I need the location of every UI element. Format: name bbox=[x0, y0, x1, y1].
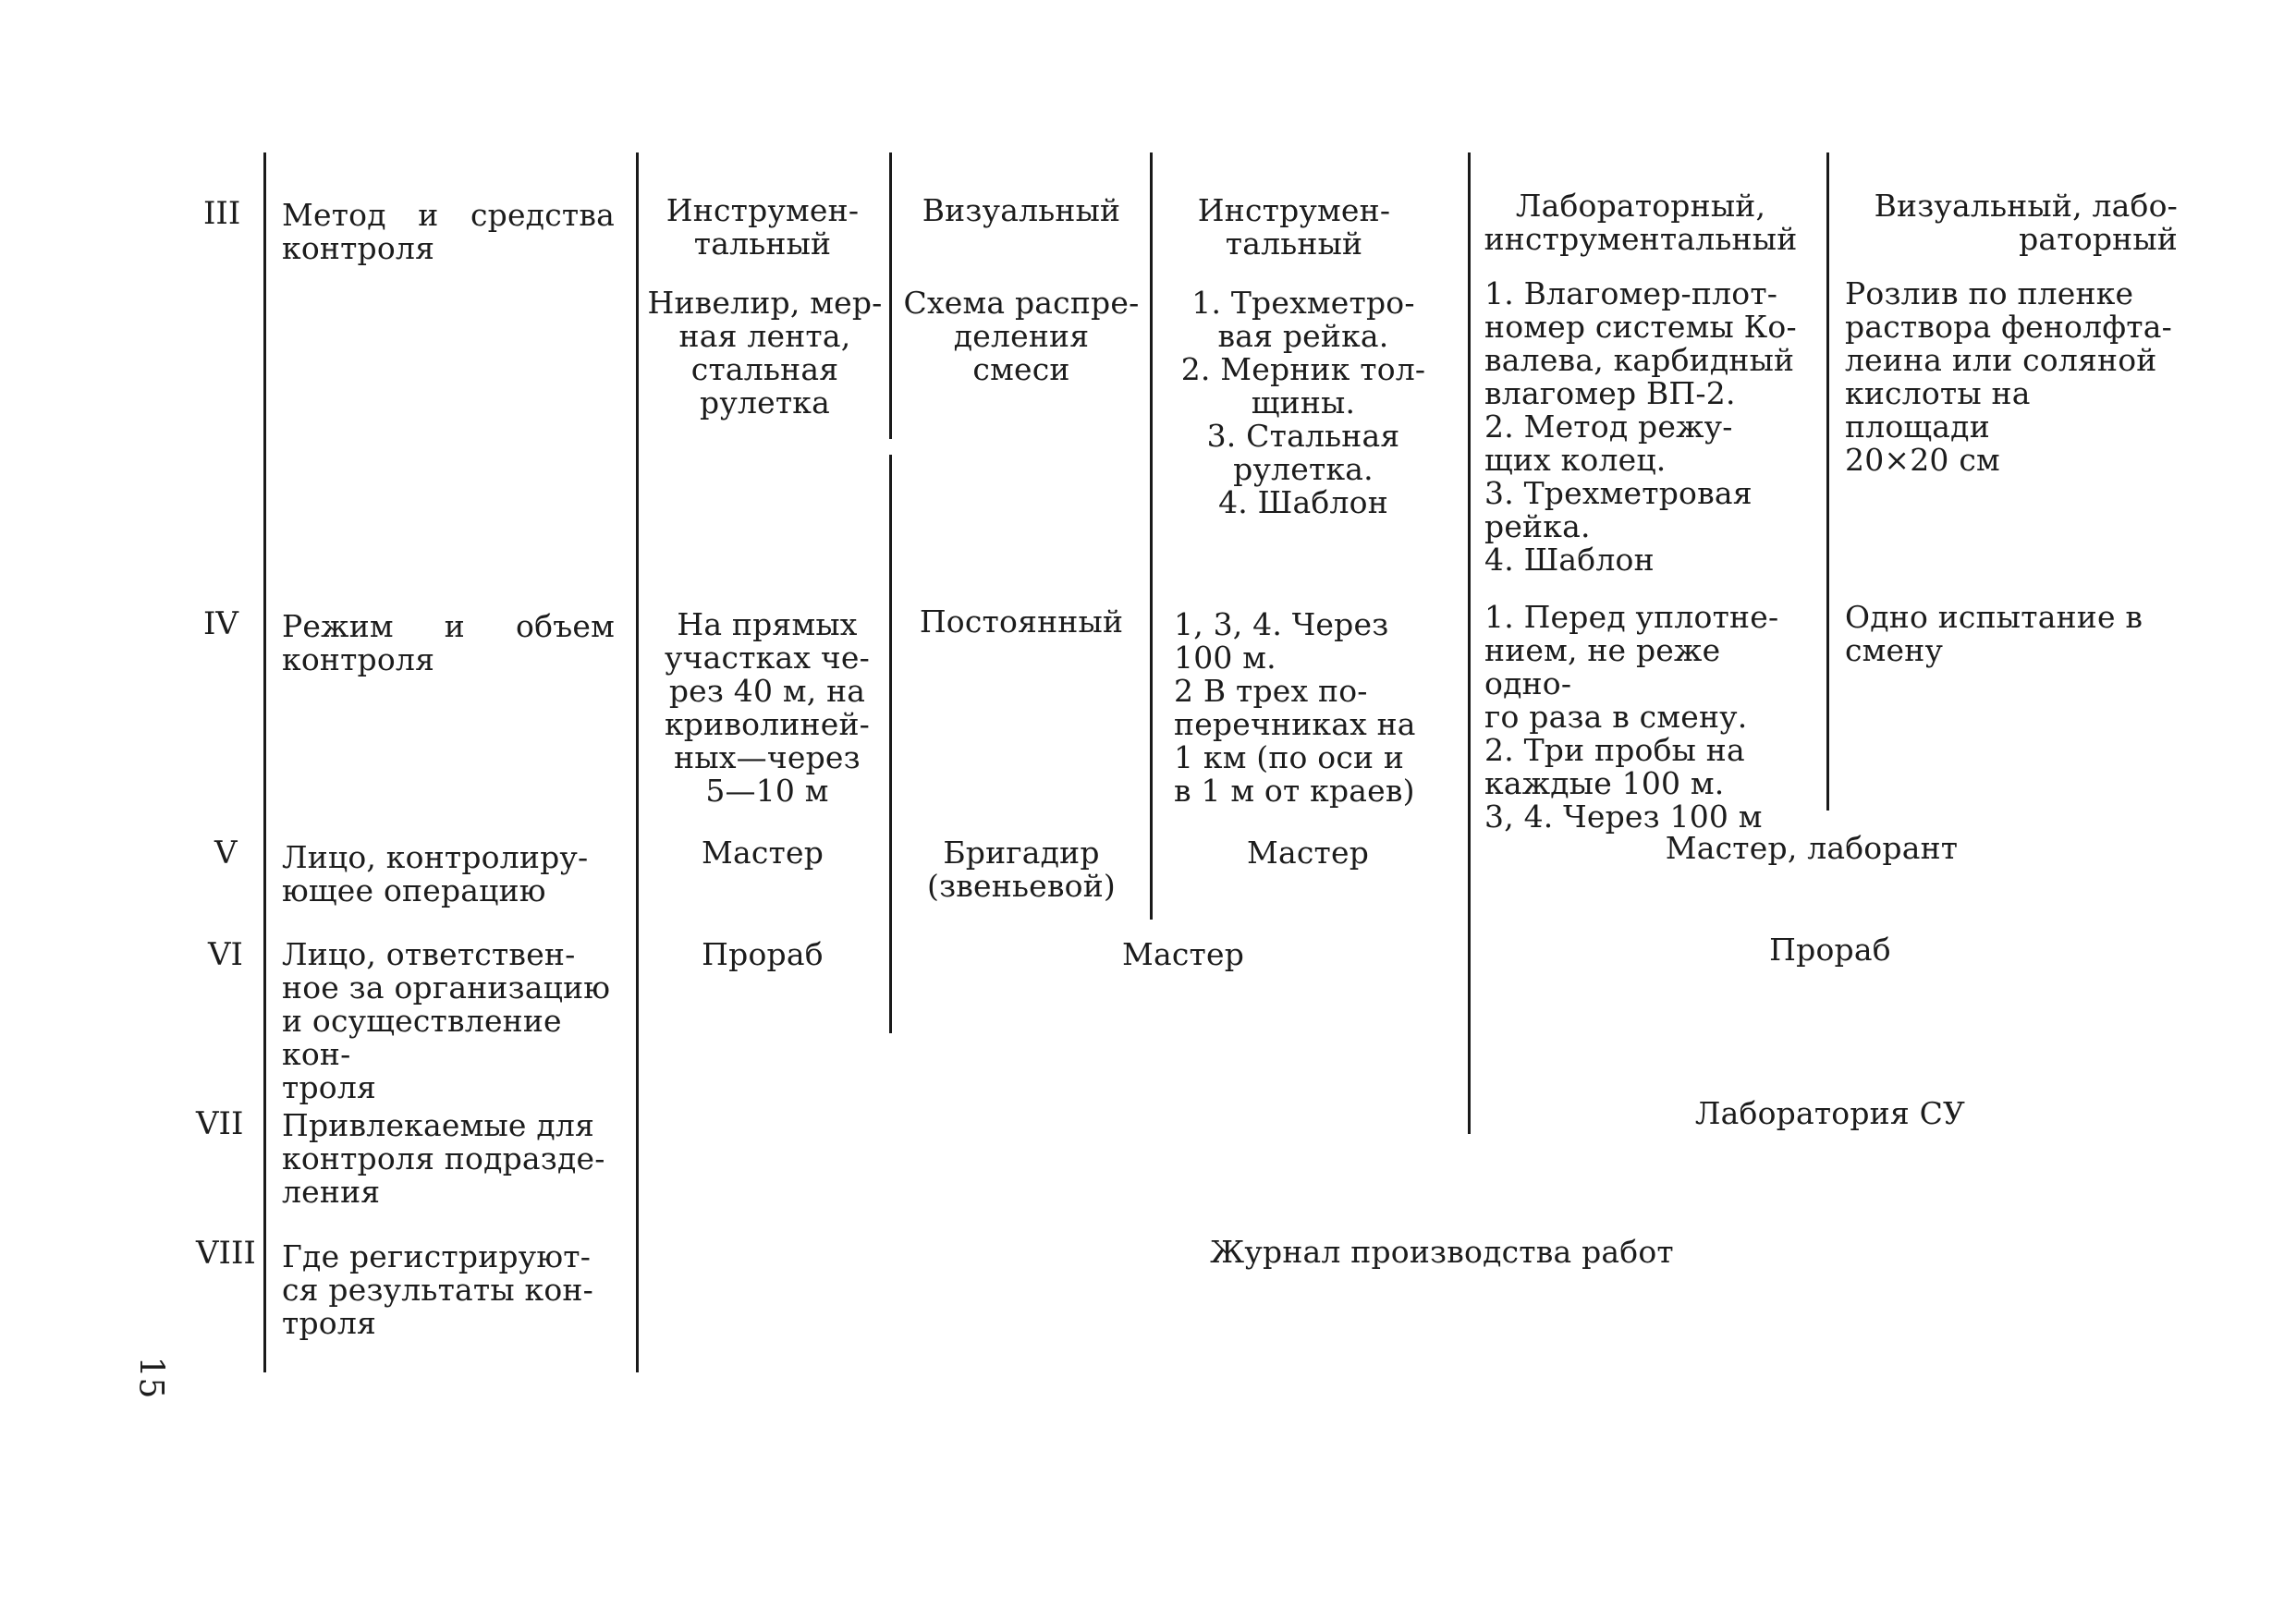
cell-iii-c5-method: Визуальный, лабо- раторный bbox=[1874, 188, 2178, 257]
row-number-iii: III bbox=[203, 195, 241, 232]
column-rule-left bbox=[263, 152, 266, 1372]
row-label-registration: Где регистрируют- ся результаты кон- троля bbox=[282, 1238, 593, 1341]
row-label-responsible: Лицо, ответствен- ное за организацию и осуществление кон- троля bbox=[282, 936, 611, 1105]
row-number-vi: VI bbox=[208, 936, 243, 973]
cell-iii-c3-means: 1. Трехметро- вая рейка. 2. Мерник тол- щины. 3. Стальная рулетка. 4. Шаблон bbox=[1180, 285, 1426, 520]
row-number-v: V bbox=[214, 835, 238, 872]
row-number-vii: VII bbox=[196, 1105, 244, 1142]
cell-v-c1: Мастер bbox=[701, 835, 824, 871]
cell-v-c2: Бригадир (звеньевой) bbox=[927, 835, 1116, 904]
row-number-iv: IV bbox=[203, 605, 238, 642]
page-number: 15 bbox=[131, 1356, 170, 1399]
cell-iii-c5-means: Розлив по пленке раствора фенолфта- леина или соляной кислоты на площади 20×20 см bbox=[1845, 275, 2172, 478]
cell-iii-c1-means: Нивелир, мер- ная лента, стальная рулетка bbox=[647, 285, 883, 421]
cell-iii-c4-means: 1. Влагомер-плот- номер системы Ко- валева, карбидный влагомер ВП-2. 2. Метод режу- щих колец. 3. Трехметровая рейка. 4. Шаблон bbox=[1484, 275, 1797, 578]
cell-viii-all: Журнал производства работ bbox=[1210, 1234, 1674, 1270]
cell-vii-c45: Лаборатория СУ bbox=[1694, 1095, 1966, 1131]
cell-iv-c3: 1, 3, 4. Через 100 м. 2 В трех по- перечниках на 1 км (по оси и в 1 м от краев) bbox=[1174, 606, 1416, 809]
cell-iv-c5: Одно испытание в смену bbox=[1845, 599, 2143, 668]
cell-iii-c2-method: Визуальный bbox=[922, 192, 1121, 228]
cell-iv-c2: Постоянный bbox=[919, 603, 1124, 640]
column-rule-c3 bbox=[1468, 152, 1471, 1134]
column-rule-c1 bbox=[889, 152, 892, 439]
cell-vi-c23: Мастер bbox=[1121, 936, 1245, 972]
row-label-method: Метод и средства контроля bbox=[282, 197, 615, 266]
column-rule-c4 bbox=[1826, 152, 1829, 811]
row-label-mode: Режим и объем контроля bbox=[282, 608, 615, 677]
cell-iii-c2-means: Схема распре- деления смеси bbox=[903, 285, 1140, 387]
cell-v-c45: Мастер, лаборант bbox=[1665, 830, 1959, 866]
cell-v-c3: Мастер bbox=[1246, 835, 1370, 871]
column-rule-c2 bbox=[1150, 152, 1153, 920]
cell-iii-c3-method: Инструмен- тальный bbox=[1197, 192, 1391, 262]
row-number-viii: VIII bbox=[196, 1235, 256, 1272]
cell-iii-c1-method: Инструмен- тальный bbox=[666, 192, 860, 262]
cell-iii-c4-method: Лабораторный, инструментальный bbox=[1484, 188, 1798, 257]
column-rule-label bbox=[636, 152, 639, 1372]
cell-iv-c4: 1. Перед уплотне- нием, не реже одно- го раза в смену. 2. Три пробы на каждые 100 м. 3, 4. Через 100 м bbox=[1484, 599, 1779, 835]
row-label-controller: Лицо, контролиру- ющее операцию bbox=[282, 839, 589, 908]
column-rule-c1-lower bbox=[889, 455, 892, 1033]
cell-vi-c1: Прораб bbox=[702, 936, 824, 972]
cell-iv-c1: На прямых участках че- рез 40 м, на криволиней- ных—через 5—10 м bbox=[664, 606, 871, 809]
cell-vi-c45: Прораб bbox=[1769, 932, 1891, 968]
row-label-units: Привлекаемые для контроля подразде- ления bbox=[282, 1107, 605, 1210]
